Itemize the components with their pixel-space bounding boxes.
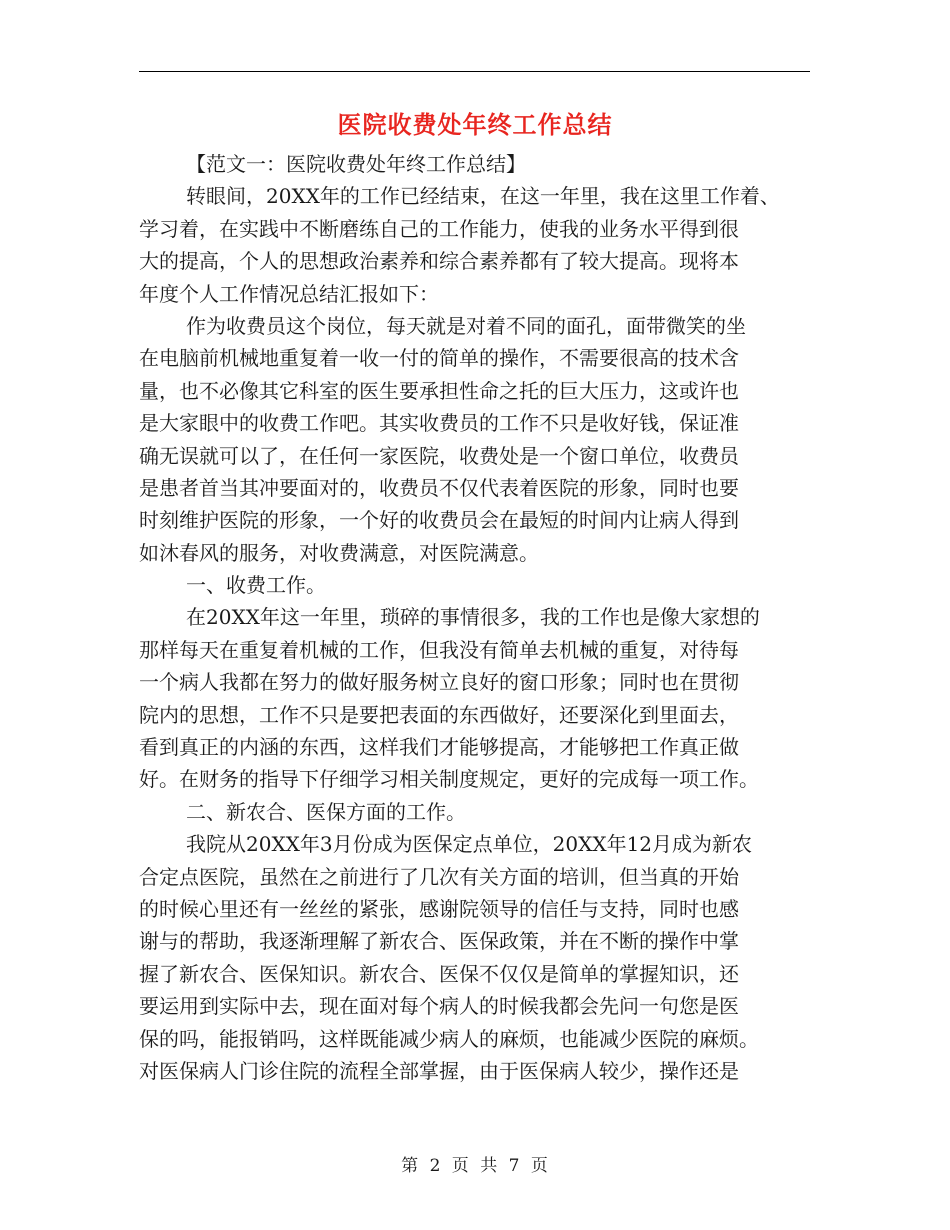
body-line: 看到真正的内涵的东西，这样我们才能够提高，才能够把工作真正做 [139,735,739,760]
body-line: 是大家眼中的收费工作吧。其实收费员的工作不只是收好钱，保证准 [139,411,739,436]
body-line: 时刻维护医院的形象，一个好的收费员会在最短的时间内让病人得到 [139,508,739,533]
body-line: 我院从20XX年3月份成为医保定点单位，20XX年12月成为新农 [186,832,753,857]
body-line: 保的吗，能报销吗，这样既能减少病人的麻烦，也能减少医院的麻烦。 [139,1026,759,1051]
body-line: 在20XX年这一年里，琐碎的事情很多，我的工作也是像大家想的 [186,605,760,630]
body-line: 的时候心里还有一丝丝的紧张，感谢院领导的信任与支持，同时也感 [139,896,739,921]
body-line: 是患者首当其冲要面对的，收费员不仅代表着医院的形象，同时也要 [139,475,739,500]
body-line: 学习着，在实践中不断磨练自己的工作能力，使我的业务水平得到很 [139,216,739,241]
body-line: 院内的思想，工作不只是要把表面的东西做好，还要深化到里面去， [139,702,739,727]
body-line: 确无误就可以了，在任何一家医院，收费处是一个窗口单位，收费员 [139,443,739,468]
body-line: 一个病人我都在努力的做好服务树立良好的窗口形象；同时也在贯彻 [139,670,739,695]
section-heading: 二、新农合、医保方面的工作。 [186,799,466,824]
body-line: 要运用到实际中去，现在面对每个病人的时候我都会先问一句您是医 [139,994,739,1019]
body-line: 在电脑前机械地重复着一收一付的简单的操作，不需要很高的技术含 [139,346,739,371]
body-line: 转眼间，20XX年的工作已经结束，在这一年里，我在这里工作着、 [186,184,780,209]
body-line: 年度个人工作情况总结汇报如下： [139,281,439,306]
body-line: 大的提高，个人的思想政治素养和综合素养都有了较大提高。现将本 [139,249,739,274]
section-heading: 一、收费工作。 [186,573,326,598]
body-line: 【范文一：医院收费处年终工作总结】 [186,152,526,176]
body-line: 对医保病人门诊住院的流程全部掌握，由于医保病人较少，操作还是 [139,1058,739,1083]
body-line: 谢与的帮助，我逐渐理解了新农合、医保政策，并在不断的操作中掌 [139,929,739,954]
document-title: 医院收费处年终工作总结 [337,110,613,139]
body-line: 合定点医院，虽然在之前进行了几次有关方面的培训，但当真的开始 [139,864,739,889]
body-line: 作为收费员这个岗位，每天就是对着不同的面孔，面带微笑的坐 [186,313,746,338]
body-line: 量，也不必像其它科室的医生要承担性命之托的巨大压力，这或许也 [139,378,739,403]
body-line: 好。在财务的指导下仔细学习相关制度规定，更好的完成每一项工作。 [139,767,759,792]
document-body [139,148,815,1087]
header-rule [139,71,810,72]
body-line: 握了新农合、医保知识。新农合、医保不仅仅是简单的掌握知识，还 [139,961,739,986]
body-line: 那样每天在重复着机械的工作，但我没有简单去机械的重复，对待每 [139,637,739,662]
page-number-footer: 第 2 页 共 7 页 [401,1156,549,1176]
body-line: 如沐春风的服务，对收费满意，对医院满意。 [139,540,539,565]
